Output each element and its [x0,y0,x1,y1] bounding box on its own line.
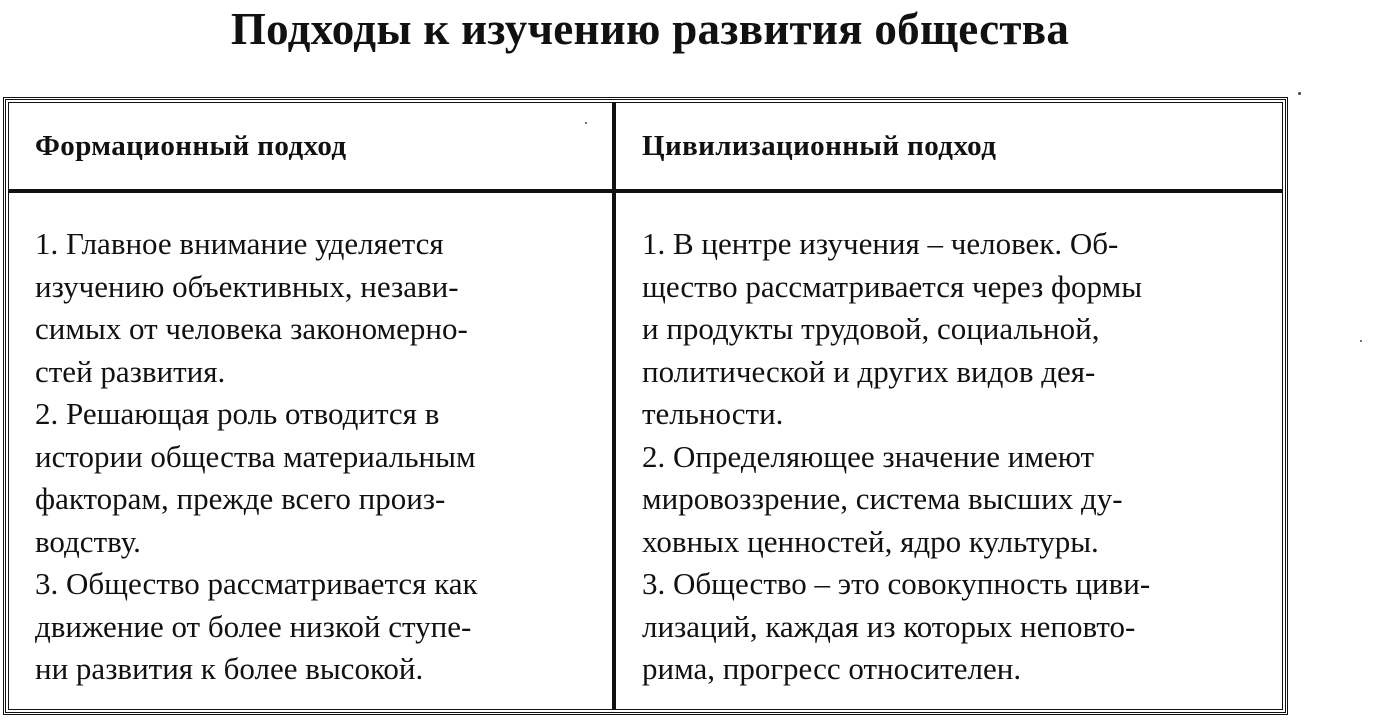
text-line: 3. Общество – это совокупность циви- [642,566,1151,601]
text-line: политической и других видов дея- [642,353,1096,389]
comparison-table [3,97,1288,715]
table-grid [8,102,1283,710]
text-line: факторам, прежде всего произ- [35,481,446,516]
text-line: лизаций, каждая из которых неповто- [642,608,1136,644]
text-line: 2. Решающая роль отводится в [35,396,440,431]
text-line: и продукты трудовой, социальной, [642,311,1100,346]
text-line: симых от человека закономерно- [35,311,468,346]
text-line: 3. Общество рассматривается как [35,566,478,601]
page-title: Подходы к изучению развития общества [230,4,1070,54]
text-line: движение от более низкой ступе- [35,608,472,644]
text-line: стей развития. [35,353,226,389]
text-line: 1. Главное внимание уделяется [35,226,444,261]
text-line: водству. [35,523,141,559]
text-line: мировоззрение, система высших ду- [642,481,1123,516]
text-line: изучению объективных, незави- [35,268,459,304]
scan-speck [1360,340,1362,342]
scan-speck [1298,92,1301,95]
text-line: щество рассматривается через формы [642,268,1143,304]
text-line: ни развития к более высокой. [35,651,424,686]
column-body-civilizational [616,193,1282,709]
text-line: 1. В центре изучения – человек. Об- [642,226,1119,261]
text-line: ховных ценностей, ядро культуры. [642,523,1099,559]
column-body-formational [9,193,612,709]
column-header-civilizational: Цивилизационный подход [616,103,1282,189]
text-line: истории общества материальным [35,438,476,474]
column-header-formational: Формационный подход [9,103,612,189]
text-line: 2. Определяющее значение имеют [642,438,1095,474]
scan-speck [585,122,587,124]
text-line: рима, прогресс относителен. [642,651,1022,686]
text-line: тельности. [642,396,784,431]
